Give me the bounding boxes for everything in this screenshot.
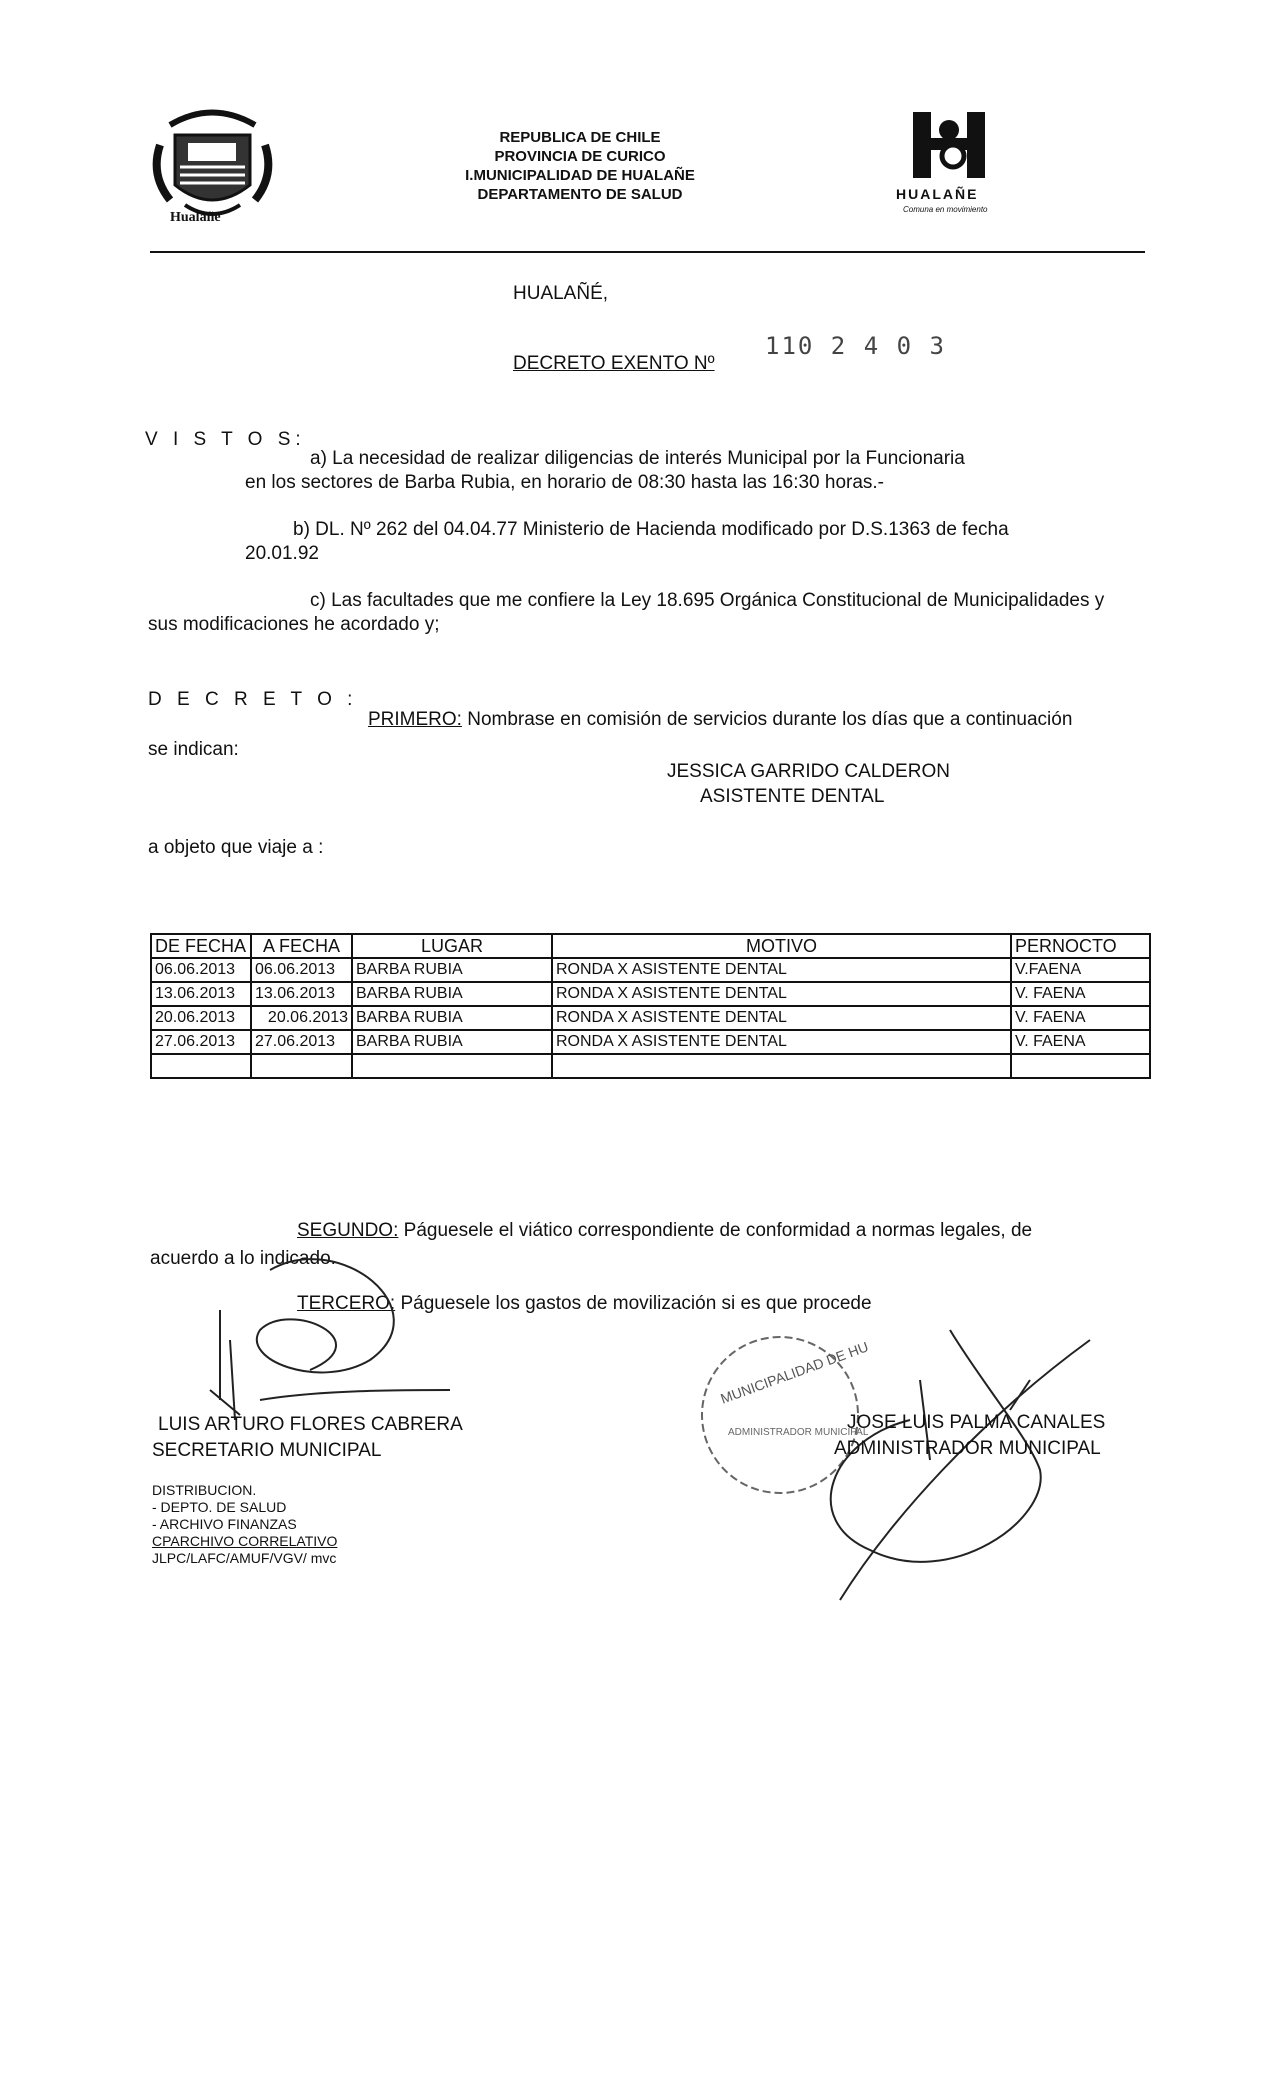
stamp-inner-text: ADMINISTRADOR MUNICIPAL [728, 1427, 869, 1438]
tercero-text: Páguesele los gastos de movilización si es que procede [400, 1293, 872, 1314]
col-header-motivo: MOTIVO [552, 934, 1011, 958]
distribution-title: DISTRIBUCION. [152, 1482, 257, 1498]
left-signature-scribble [200, 1240, 480, 1440]
segundo-line2: acuerdo a lo indicado. [150, 1248, 336, 1269]
right-signer-title: ADMINISTRADOR MUNICIPAL [834, 1438, 1101, 1459]
cell-lugar: BARBA RUBIA [352, 1006, 552, 1030]
col-header-pernocto: PERNOCTO [1011, 934, 1150, 958]
cell-a-fecha: 13.06.2013 [251, 982, 352, 1006]
vistos-a-line2: en los sectores de Barba Rubia, en horario de 08:30 hasta las 16:30 horas.- [245, 472, 885, 493]
cell-lugar [352, 1054, 552, 1078]
header-text-block [420, 128, 740, 204]
segundo-label: SEGUNDO: [297, 1220, 399, 1241]
cell-pernocto: V.FAENA [1011, 958, 1150, 982]
place-date-line: HUALAÑÉ, [513, 283, 609, 304]
cell-de-fecha: 27.06.2013 [151, 1030, 251, 1054]
person-name: JESSICA GARRIDO CALDERON [667, 761, 950, 782]
distribution-item: - DEPTO. DE SALUD [152, 1499, 287, 1515]
left-signer-name: LUIS ARTURO FLORES CABRERA [158, 1414, 463, 1435]
vistos-b-line1: b) DL. Nº 262 del 04.04.77 Ministerio de Hacienda modificado por D.S.1363 de fecha [293, 519, 1009, 540]
right-signature-scribble [800, 1320, 1120, 1620]
person-role: ASISTENTE DENTAL [700, 786, 885, 807]
left-signer-title: SECRETARIO MUNICIPAL [152, 1440, 382, 1461]
cell-motivo: RONDA X ASISTENTE DENTAL [552, 982, 1011, 1006]
right-signer-name: JOSE LUIS PALMA CANALES [847, 1412, 1106, 1433]
cell-pernocto: V. FAENA [1011, 1006, 1150, 1030]
header-line-republica: REPUBLICA DE CHILE [499, 129, 661, 146]
hualane-brand-logo [905, 110, 995, 180]
cell-a-fecha: 06.06.2013 [251, 958, 352, 982]
table-row-empty [151, 1054, 1150, 1078]
col-header-de-fecha: DE FECHA [151, 934, 251, 958]
primero-label: PRIMERO: [368, 709, 462, 730]
cell-de-fecha [151, 1054, 251, 1078]
primero-text: Nombrase en comisión de servicios durante los días que a continuación [467, 709, 1073, 730]
stamp-ring-text: MUNICIPALIDAD DE HU [718, 1338, 870, 1407]
header-line-provincia: PROVINCIA DE CURICO [494, 148, 666, 165]
table-row [151, 1030, 1150, 1054]
primero-paragraph [368, 708, 1072, 732]
distribution-block [152, 1482, 337, 1567]
header-line-departamento: DEPARTAMENTO DE SALUD [477, 186, 683, 203]
decree-number-stamp: 110 2 4 0 3 [765, 332, 946, 360]
cell-motivo: RONDA X ASISTENTE DENTAL [552, 1006, 1011, 1030]
primero-line2: se indican: [148, 739, 239, 760]
cell-pernocto [1011, 1054, 1150, 1078]
distribution-item: - ARCHIVO FINANZAS [152, 1516, 297, 1532]
vistos-a-line1: a) La necesidad de realizar diligencias de interés Municipal por la Funcionaria [310, 448, 965, 469]
header-line-municipalidad: I.MUNICIPALIDAD DE HUALAÑE [465, 167, 695, 184]
distribution-item: CPARCHIVO CORRELATIVO [152, 1533, 338, 1549]
cell-motivo [552, 1054, 1011, 1078]
cell-lugar: BARBA RUBIA [352, 1030, 552, 1054]
cell-a-fecha: 20.06.2013 [251, 1006, 352, 1030]
decreto-heading: D E C R E T O : [148, 689, 358, 710]
cell-a-fecha [251, 1054, 352, 1078]
brand-name: HUALAÑE [896, 186, 979, 202]
travel-intro: a objeto que viaje a : [148, 837, 324, 858]
cell-a-fecha: 27.06.2013 [251, 1030, 352, 1054]
table-row [151, 958, 1150, 982]
brand-tagline: Comuna en movimiento [903, 205, 988, 214]
vistos-c-line2: sus modificaciones he acordado y; [148, 614, 440, 635]
vistos-b-line2: 20.01.92 [245, 543, 319, 564]
cell-lugar: BARBA RUBIA [352, 958, 552, 982]
tercero-label: TERCERO: [297, 1293, 396, 1314]
cell-de-fecha: 13.06.2013 [151, 982, 251, 1006]
seal-caption-bottom: Hualañé [170, 210, 221, 225]
commission-table [150, 933, 1151, 1079]
distribution-initials: JLPC/LAFC/AMUF/VGV/ mvc [152, 1550, 337, 1566]
cell-motivo: RONDA X ASISTENTE DENTAL [552, 958, 1011, 982]
vistos-c-line1: c) Las facultades que me confiere la Ley 18.695 Orgánica Constitucional de Municipalidades y [310, 590, 1105, 611]
table-row [151, 982, 1150, 1006]
cell-lugar: BARBA RUBIA [352, 982, 552, 1006]
col-header-a-fecha: A FECHA [251, 934, 352, 958]
cell-de-fecha: 06.06.2013 [151, 958, 251, 982]
vistos-heading: V I S T O S: [145, 429, 306, 450]
decree-label: DECRETO EXENTO Nº [513, 353, 715, 374]
segundo-text: Páguesele el viático correspondiente de conformidad a normas legales, de [403, 1220, 1033, 1241]
cell-pernocto: V. FAENA [1011, 982, 1150, 1006]
cell-de-fecha: 20.06.2013 [151, 1006, 251, 1030]
cell-motivo: RONDA X ASISTENTE DENTAL [552, 1030, 1011, 1054]
cell-pernocto: V. FAENA [1011, 1030, 1150, 1054]
table-row [151, 1006, 1150, 1030]
table-header-row [151, 934, 1150, 958]
col-header-lugar: LUGAR [352, 934, 552, 958]
header-divider [150, 251, 1145, 253]
